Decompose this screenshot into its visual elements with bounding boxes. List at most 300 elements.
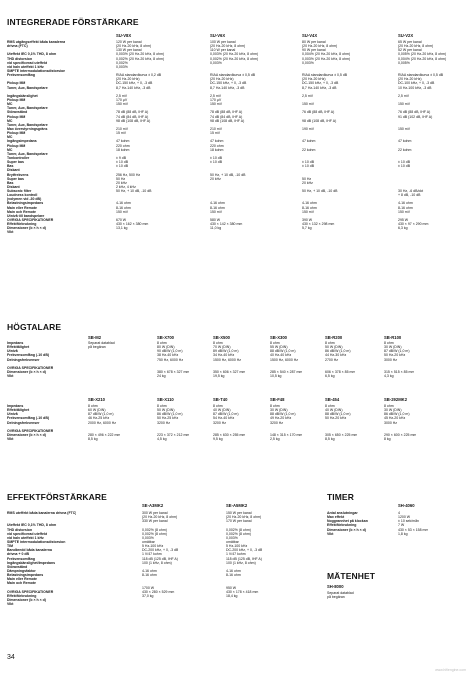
- spec-line: 0,003% (20 Hz-20 kHz, 8 ohm): [210, 52, 259, 57]
- spec-line: Uteffekt IEC 0,1% THD, 8 ohm: [7, 523, 57, 528]
- spec-line: (20 Hz-20 kHz, 8 ohm): [226, 515, 262, 520]
- spec-line: (20 Hz-20 kHz): [116, 77, 140, 82]
- model-sb-454: SB-454: [325, 397, 340, 402]
- model-sb-292mk2: SB-292MK2: [384, 397, 408, 402]
- spec-line: 54 Hz-40 kHz: [213, 416, 235, 421]
- spec-line: 45 Hz-20 kHz: [384, 416, 406, 421]
- spec-line: Antal anslutningar: [327, 511, 358, 515]
- spec-line: 1500 Hz, 6000 Hz: [270, 357, 299, 362]
- spec-line: 380 × 678 × 327 mm: [157, 369, 190, 374]
- spec-line: 18 kohm: [210, 147, 224, 152]
- spec-line: 86 dB/W (1,0 m): [384, 412, 410, 417]
- model-sh-4060: SH-4060: [398, 503, 415, 508]
- spec-line: Vikt: [7, 374, 14, 379]
- spec-line: 8-16 ohm: [116, 205, 131, 210]
- watermark: www.hifiengine.com: [435, 668, 466, 672]
- spec-line: MC: [7, 135, 13, 140]
- spec-line: 65 W per kanal: [398, 40, 422, 44]
- spec-line: 8,5 kg: [88, 437, 98, 442]
- spec-line: Frekvensomfång (-10 dB): [7, 416, 50, 421]
- spec-line: 70 W (DIN): [213, 345, 231, 350]
- section-title-timer: TIMER: [327, 492, 354, 502]
- sb-t40-values: [213, 404, 245, 441]
- spec-line: vid halv uteffekt 1 kHz: [7, 535, 44, 540]
- spec-line: [88, 374, 115, 378]
- spec-line: 87 dB/W (1,0 m): [384, 349, 410, 354]
- spec-line: 40 W (DIN): [213, 408, 231, 413]
- spec-line: 2,5 mV: [116, 93, 128, 98]
- spec-line: Vikt: [327, 531, 334, 536]
- spec-line: 8 ohm: [325, 404, 335, 408]
- spec-line: Uteffekt IEC 0,1% THD, 8 ohm: [7, 52, 57, 57]
- spec-line: 315 × 515 × 85 mm: [384, 369, 415, 374]
- spec-line: 49 Hz-20 kHz: [270, 416, 292, 421]
- spec-line: 1200 W: [398, 515, 411, 520]
- spec-line: Tonkontroller: [7, 155, 30, 160]
- spec-line: 190 mV: [302, 126, 315, 131]
- spec-line: 38 Hz-40 kHz: [157, 353, 179, 358]
- spec-line: 22 kohm: [398, 147, 412, 152]
- spec-line: 0,003% (20 Hz-20 kHz, 8 ohm): [302, 56, 351, 61]
- spec-line: 87 dB/W (1,0 m): [88, 412, 114, 417]
- spec-line: 150 mV: [398, 126, 411, 131]
- spec-line: SMPTE intermodulationsdistorsion: [7, 539, 66, 544]
- spec-line: Max överstyrningsgräns: [7, 126, 48, 131]
- spec-line: Frekvensomfång (-10 dB): [7, 353, 50, 358]
- spec-line: ± 10 dB: [302, 160, 315, 165]
- spec-line: 98 dB (108 dB, IHF A): [302, 118, 337, 123]
- spec-line: vid halv uteffekt 1 kHz: [7, 64, 44, 69]
- spec-line: 2,5 mV: [210, 93, 222, 98]
- spec-line: 8-16 ohm: [142, 573, 157, 578]
- spec-line: ± 10 dB: [398, 160, 411, 165]
- power-amp-labels: [7, 511, 76, 606]
- spec-line: 220 ohm: [210, 143, 224, 148]
- spec-line: 130 W per kanal: [116, 48, 142, 53]
- spec-line: 6,5 kg: [325, 374, 335, 379]
- spec-line: 150 mV: [210, 209, 223, 214]
- spec-line: Noggrannhet på klockan: [327, 519, 368, 524]
- spec-line: Main och Remote: [7, 209, 36, 214]
- spec-line: 0,002% (20 Hz-20 kHz, 8 ohm): [210, 56, 259, 61]
- spec-line: 3000 Hz: [384, 420, 398, 425]
- spec-line: 76 dB (88 dB, IHF A): [302, 110, 335, 115]
- spec-line: 430 × 162 × 380 mm: [116, 222, 149, 227]
- spec-line: 80 W per kanal: [302, 40, 326, 44]
- spec-line: DC-200 kHz, + 0, -3 dB: [142, 548, 179, 553]
- spec-line: RIAA standardkurva ± 0,5 dB: [398, 73, 444, 78]
- model-se-a3mk2: SE-A3MK2: [142, 503, 164, 508]
- spec-line: RIAA standardkurva ± 0,2 dB: [116, 73, 162, 78]
- se-a3mk2-values: [142, 511, 178, 598]
- model-sb-r200: SB-R200: [325, 335, 343, 340]
- spec-line: Pickup MM: [7, 143, 26, 148]
- spec-line: 88 dB/W (1,0 m): [270, 349, 296, 354]
- spec-line: 8-16 ohm: [302, 205, 317, 210]
- spec-line: Belastningsimpedans: [7, 201, 44, 206]
- sb-x210-values: [88, 404, 120, 441]
- spec-line: 6,3 kg: [398, 226, 408, 231]
- spec-line: 150 mV: [398, 102, 411, 107]
- spec-line: 0,005% (20 Hz-20 kHz, 8 ohm): [398, 52, 447, 57]
- spec-line: 47 kohm: [398, 139, 412, 144]
- su-v2x-values: [398, 40, 446, 230]
- spec-line: 2000 Hz, 6000 Hz: [88, 420, 117, 425]
- spec-line: Diskant: [7, 184, 20, 189]
- spec-line: (20 Hz-20 kHz): [398, 77, 422, 82]
- spec-line: på begäran: [327, 595, 345, 600]
- spec-line: Effektförbrukning: [327, 523, 357, 528]
- model-sb-m2: SB-M2: [88, 335, 102, 340]
- sb-f48-values: [270, 404, 302, 441]
- spec-line: 87 dB/W (1,0 m): [213, 412, 239, 417]
- spec-line: 220 ohm: [116, 143, 130, 148]
- spec-line: 50 Hz, + 10 dB, -10 dB: [302, 189, 338, 194]
- spec-line: ÖVRIGA SPECIFIKATIONER: [7, 589, 54, 594]
- spec-line: 50 Hz: [116, 176, 126, 181]
- spec-line: 90 W per kanal: [302, 48, 326, 53]
- spec-line: 430 × 178 × 418 mm: [226, 589, 259, 594]
- spec-line: 120 W per kanal: [116, 40, 142, 44]
- spec-line: 606 × 378 × 85 mm: [325, 369, 356, 374]
- spec-line: Tuner, Aux, Bandspelare: [7, 151, 48, 156]
- spec-line: 8 ohm: [270, 404, 280, 408]
- model-se-a5mk2: SE-A5MK2: [226, 503, 248, 508]
- spec-line: Frekvensomfång: [7, 73, 36, 78]
- spec-line: 78 dB (88 dB, IHF A): [210, 110, 243, 115]
- spec-line: 295 W: [398, 218, 409, 223]
- spec-line: 8 ohm: [157, 341, 167, 345]
- model-sh-8000: SH-8000: [327, 584, 344, 589]
- spec-line: Vikt: [7, 437, 14, 442]
- spec-line: Loudness kontroll: [7, 193, 38, 198]
- spec-line: 330 W per kanal: [142, 519, 168, 524]
- spec-line: 74 dB (84 dB, IHF A): [116, 114, 149, 119]
- spec-line: 100 W per kanal: [210, 40, 236, 44]
- spec-line: 8-16 ohm: [398, 205, 413, 210]
- model-sb-t40: SB-T40: [213, 397, 228, 402]
- spec-line: Main och Remote: [7, 581, 36, 586]
- spec-line: (volymen vid -30 dB): [7, 197, 42, 202]
- spec-line: ± 10 dB: [210, 155, 223, 160]
- spec-line: 4-16 ohm: [398, 201, 413, 206]
- spec-line: RMS uteffekt båda kanalerna drivna (FTC): [7, 511, 77, 515]
- sb-x700-values: [157, 341, 189, 378]
- spec-line: Separat datablad: [88, 341, 115, 345]
- spec-line: 52 W per kanal: [398, 48, 422, 53]
- spec-line: på begäran: [88, 345, 106, 350]
- spec-line: 8-16 ohm: [210, 205, 225, 210]
- spec-line: 2700 Hz: [325, 357, 339, 362]
- spec-line: ± 10 sek/mån: [398, 519, 419, 524]
- spec-line: 8,7 Hz-140 kHz, -3 dB: [302, 85, 337, 90]
- spec-line: 170 µV: [116, 97, 128, 102]
- spec-line: 22 kohm: [302, 147, 316, 152]
- spec-line: 91 dB (102 dB, IHF A): [398, 114, 433, 119]
- spec-line: 256 Hz, 500 Hz: [116, 172, 141, 177]
- spec-line: 50 W (DIN): [325, 345, 343, 350]
- spec-line: Bas: [7, 180, 14, 185]
- spec-line: 2,5 mV: [398, 93, 410, 98]
- spec-line: Bandbredd båda kanalerna: [7, 548, 52, 553]
- spec-line: 13,1 kg: [116, 226, 128, 231]
- spec-line: 8,5 kg: [325, 437, 335, 442]
- spec-line: 88 dB/W (1,0 m): [270, 412, 296, 417]
- spec-line: 0,003% (20 Hz-20 kHz, 8 ohm): [116, 52, 165, 57]
- spec-line: 350 × 606 × 327 mm: [213, 369, 246, 374]
- spec-line: 118 dB (125 dB, IHF A): [226, 556, 262, 561]
- integrated-labels: [7, 40, 65, 235]
- spec-line: 2 kHz, 4 kHz: [116, 184, 136, 189]
- spec-line: 118 dB (125 dB, IHF A): [142, 556, 178, 561]
- spec-line: ± 10 dB: [116, 164, 129, 169]
- spec-line: 19,5 kg: [213, 374, 225, 379]
- spec-line: Ingångskänslighet/Impedans: [7, 560, 56, 565]
- model-sb-x110: SB-X110: [157, 397, 174, 402]
- spec-line: Tuner, Aux, Bandspelare: [7, 85, 48, 90]
- spec-line: 8 ohm: [213, 404, 223, 408]
- model-sb-r100: SB-R100: [384, 335, 402, 340]
- spec-line: Effektförbrukning: [7, 593, 37, 598]
- timer-labels: [327, 511, 368, 536]
- spec-line: 150 mV: [302, 102, 315, 107]
- timer-values: [398, 511, 428, 536]
- spec-line: 150 mV: [398, 209, 411, 214]
- spec-line: 3200 Hz: [157, 420, 171, 425]
- spec-line: 3200 Hz: [270, 420, 284, 425]
- spec-line: 430 × 132 × 298 mm: [302, 222, 335, 227]
- spec-line: Dämpningsfaktor: [7, 568, 36, 573]
- spec-line: 80 W (DIN): [157, 345, 175, 350]
- section-title-speakers: HÖGTALARE: [7, 322, 62, 332]
- section-title-integrated-amplifiers: INTEGRERADE FÖRSTÄRKARE: [7, 17, 139, 27]
- spec-line: 0,002% (8 ohm): [142, 527, 167, 532]
- spec-line: 30 W (DIN): [270, 408, 288, 413]
- spec-line: (20 Hz-20 kHz, 8 ohm): [210, 44, 246, 49]
- sb-m2-values: [88, 341, 115, 378]
- speaker-labels-row1: [7, 341, 53, 378]
- spec-line: 20 kHz: [116, 180, 127, 185]
- spec-line: 60 W (DIN): [88, 408, 106, 413]
- spec-line: 8 ohm: [213, 341, 223, 345]
- spec-line: 4: [398, 511, 400, 515]
- spec-line: DC-100 kHz, + 0, -3 dB: [398, 81, 435, 86]
- sb-x110-values: [157, 404, 189, 441]
- spec-line: 1 V/47 kohm: [226, 552, 246, 557]
- spec-line: Störavstånd: [7, 564, 28, 569]
- spec-line: Delningsfrekvenser: [7, 357, 40, 362]
- spec-line: 47 kohm: [210, 139, 224, 144]
- spec-line: 280 × 496 × 222 mm: [88, 432, 121, 437]
- spec-line: 44 Hz-30 kHz: [325, 353, 347, 358]
- speaker-labels-row2: [7, 404, 53, 441]
- spec-line: 0,003%: [210, 60, 222, 65]
- spec-line: (20 Hz-20 kHz, 8 ohm): [398, 44, 434, 49]
- spec-line: 0,004% (20 Hz-20 kHz, 8 ohm): [398, 56, 447, 61]
- spec-line: 50 Hz: [302, 176, 312, 181]
- spec-line: 2,5 mV: [302, 93, 314, 98]
- spec-line: 50 Hz, + 10 dB, -10 dB: [116, 189, 152, 194]
- spec-line: 86 dB/W (1,0 m): [157, 412, 183, 417]
- spec-line: Störavstånd: [7, 110, 28, 115]
- spec-line: 4,5 kg: [157, 437, 167, 442]
- spec-line: 8 ohm: [384, 404, 394, 408]
- spec-line: 4-16 ohm: [302, 201, 317, 206]
- spec-line: 285 × 630 × 255 mm: [213, 432, 246, 437]
- spec-line: 98 dB (108 dB, IHF A): [116, 118, 151, 123]
- spec-line: (20 Hz-20 kHz, 8 ohm): [142, 515, 178, 520]
- spec-line: 34 Hz-40 kHz: [213, 353, 235, 358]
- spec-line: drivna + 0 dB: [7, 552, 30, 557]
- model-sb-x210: SB-X210: [88, 397, 105, 402]
- spec-line: Tuner, Aux, Bandspelare: [7, 122, 48, 127]
- spec-line: Effekttålighet: [7, 408, 30, 413]
- spec-line: 24 kg: [157, 374, 166, 379]
- spec-line: 0,003%: [116, 64, 128, 69]
- spec-line: 2,5 kg: [270, 437, 280, 442]
- spec-line: Dimensioner (b × h × d): [327, 527, 366, 532]
- spec-line: Dimensioner (b × h × d): [7, 597, 46, 602]
- spec-line: RMS utgångseffekt båda kanalerna: [7, 40, 66, 44]
- spec-line: 20 kHz: [210, 176, 221, 181]
- spec-line: 18,4 kg: [226, 593, 238, 598]
- spec-line: 4-16 ohm: [142, 568, 157, 573]
- se-a5mk2-values: [226, 511, 262, 598]
- spec-line: 150 W per kanal: [226, 511, 252, 515]
- spec-line: 3000 Hz: [384, 357, 398, 362]
- spec-line: Delningsfrekvenser: [7, 420, 40, 425]
- spec-line: 0,003%: [226, 535, 238, 540]
- spec-line: Dimensioner (b × h × d): [7, 432, 46, 437]
- spec-line: 4,3 kg: [384, 374, 394, 379]
- spec-line: 110 W per kanal: [210, 48, 236, 53]
- sb-x500-values: [213, 341, 245, 378]
- spec-line: 74 dB (84 dB, IHF A): [210, 114, 243, 119]
- spec-line: 15 mV: [116, 131, 127, 136]
- spec-line: Utnivå till bandspelare: [7, 213, 45, 218]
- spec-line: 47 kohm: [302, 139, 316, 144]
- spec-line: 300 W per kanal: [142, 511, 168, 515]
- spec-line: + 8 dB, -10 dB: [398, 193, 421, 198]
- spec-line: 18 kohm: [116, 147, 130, 152]
- spec-line: 5 Hz-100 kHz: [226, 544, 248, 549]
- spec-line: Vikt: [7, 230, 14, 235]
- spec-line: Impedans: [7, 341, 24, 345]
- spec-line: Pickup MM: [7, 97, 26, 102]
- spec-line: 55 W (DIN): [270, 345, 288, 350]
- spec-line: 1 V/47 kohm: [142, 552, 162, 557]
- spec-line: 0,002% (8 ohm): [226, 531, 251, 536]
- spec-line: Effekttålighet: [7, 345, 30, 350]
- spec-line: Bas: [7, 164, 14, 169]
- spec-line: ± 10 dB: [302, 164, 315, 169]
- spec-line: Belastningsimpedans: [7, 573, 44, 578]
- spec-line: 100 (1 kHz, 8 ohm): [226, 560, 256, 565]
- spec-line: MC: [7, 147, 13, 152]
- spec-line: Utnivå: [7, 412, 18, 417]
- spec-line: ± 10 dB: [116, 160, 129, 165]
- spec-line: 1500 Hz, 6000 Hz: [213, 357, 242, 362]
- spec-line: TIM: [7, 544, 14, 549]
- spec-line: 78 dB (88 dB, IHF A): [116, 110, 149, 115]
- spec-line: 88 dB/W (1,0 m): [325, 412, 351, 417]
- spec-line: Diskant: [7, 168, 20, 173]
- spec-line: 670 W: [116, 218, 127, 223]
- spec-line: 430 × 142 × 380 mm: [210, 222, 243, 227]
- spec-line: 86 dB/W (1,0 m): [325, 349, 351, 354]
- spec-line: 0,003%: [142, 535, 154, 540]
- spec-line: 15 mV: [210, 131, 221, 136]
- spec-line: 148 × 315 × 170 mm: [270, 432, 303, 437]
- spec-line: Frekvensomfång: [7, 556, 36, 561]
- spec-line: 8 kg: [384, 437, 391, 442]
- spec-line: Super bas: [7, 160, 24, 165]
- model-sb-f48: SB-F48: [270, 397, 285, 402]
- spec-line: Main eller Remote: [7, 205, 37, 210]
- spec-line: 210 mV: [116, 126, 129, 131]
- spec-line: 580 W: [210, 218, 221, 223]
- spec-line: Brytfrekvens: [7, 172, 29, 177]
- spec-line: Dimensioner (b × h × d): [7, 226, 46, 231]
- spec-line: 0,002%: [116, 60, 128, 65]
- spec-line: (20 Hz-20 kHz): [210, 77, 234, 82]
- spec-line: 1,8 kg: [398, 531, 408, 536]
- meter-unit-values: [327, 591, 354, 599]
- su-v4x-values: [302, 40, 350, 230]
- spec-line: 30 W (DIN): [384, 408, 402, 413]
- spec-line: ± 10 dB: [210, 160, 223, 165]
- spec-line: RIAA standardkurva ± 0,5 dB: [302, 73, 348, 78]
- spec-line: 10,5 kg: [270, 374, 282, 379]
- spec-line: Ingångskänslighet: [7, 93, 38, 98]
- model-sb-x500: SB-X500: [213, 335, 230, 340]
- spec-line: 50 Hz-20 kHz: [325, 416, 347, 421]
- spec-line: 9,5 kg: [213, 437, 223, 442]
- spec-line: 0,002% (8 ohm): [226, 527, 251, 532]
- model-su-v2x: SU-V2X: [398, 33, 414, 38]
- spec-line: Vikt: [7, 602, 14, 607]
- spec-line: ÖVRIGA SPECIFIKATIONER: [7, 365, 54, 370]
- spec-line: 305 × 650 × 225 mm: [325, 432, 358, 437]
- spec-line: Pickup MM: [7, 114, 26, 119]
- su-v6x-values: [210, 40, 258, 230]
- spec-line: 30 Hz, -6 dB/okt: [398, 189, 424, 194]
- spec-line: DC-150 kHz, + 0, -3 dB: [116, 81, 153, 86]
- spec-line: ÖVRIGA SPECIFIKATIONER: [7, 428, 54, 433]
- spec-line: 5,7 kg: [302, 226, 312, 231]
- spec-line: MC: [7, 102, 13, 107]
- model-sb-x300: SB-X300: [270, 335, 287, 340]
- spec-line: 0,002% (8 ohm): [142, 531, 167, 536]
- spec-line: 170 W per kanal: [226, 519, 252, 524]
- spec-line: 950 W: [226, 585, 237, 590]
- spec-line: (20 Hz-20 kHz, 8 ohm): [116, 44, 152, 49]
- spec-line: 11,0 kg: [210, 226, 222, 231]
- spec-line: 290 × 600 × 225 mm: [384, 432, 417, 437]
- model-su-v6x: SU-V6X: [210, 33, 226, 38]
- spec-line: THD distorsion: [7, 56, 33, 61]
- spec-line: 8 ohm: [88, 404, 98, 408]
- spec-line: (20 Hz-20 kHz, 8 ohm): [302, 44, 338, 49]
- spec-line: omätbar: [142, 539, 155, 544]
- spec-line: 210 mV: [210, 126, 223, 131]
- spec-line: Pickup MM: [7, 81, 26, 86]
- spec-line: MC: [7, 118, 13, 123]
- spec-line: omätbar: [226, 539, 239, 544]
- page-number: 34: [7, 654, 15, 661]
- section-title-meter-unit: MÄTENHET: [327, 571, 376, 581]
- spec-line: ÖVRIGA SPECIFIKATIONER: [7, 218, 54, 223]
